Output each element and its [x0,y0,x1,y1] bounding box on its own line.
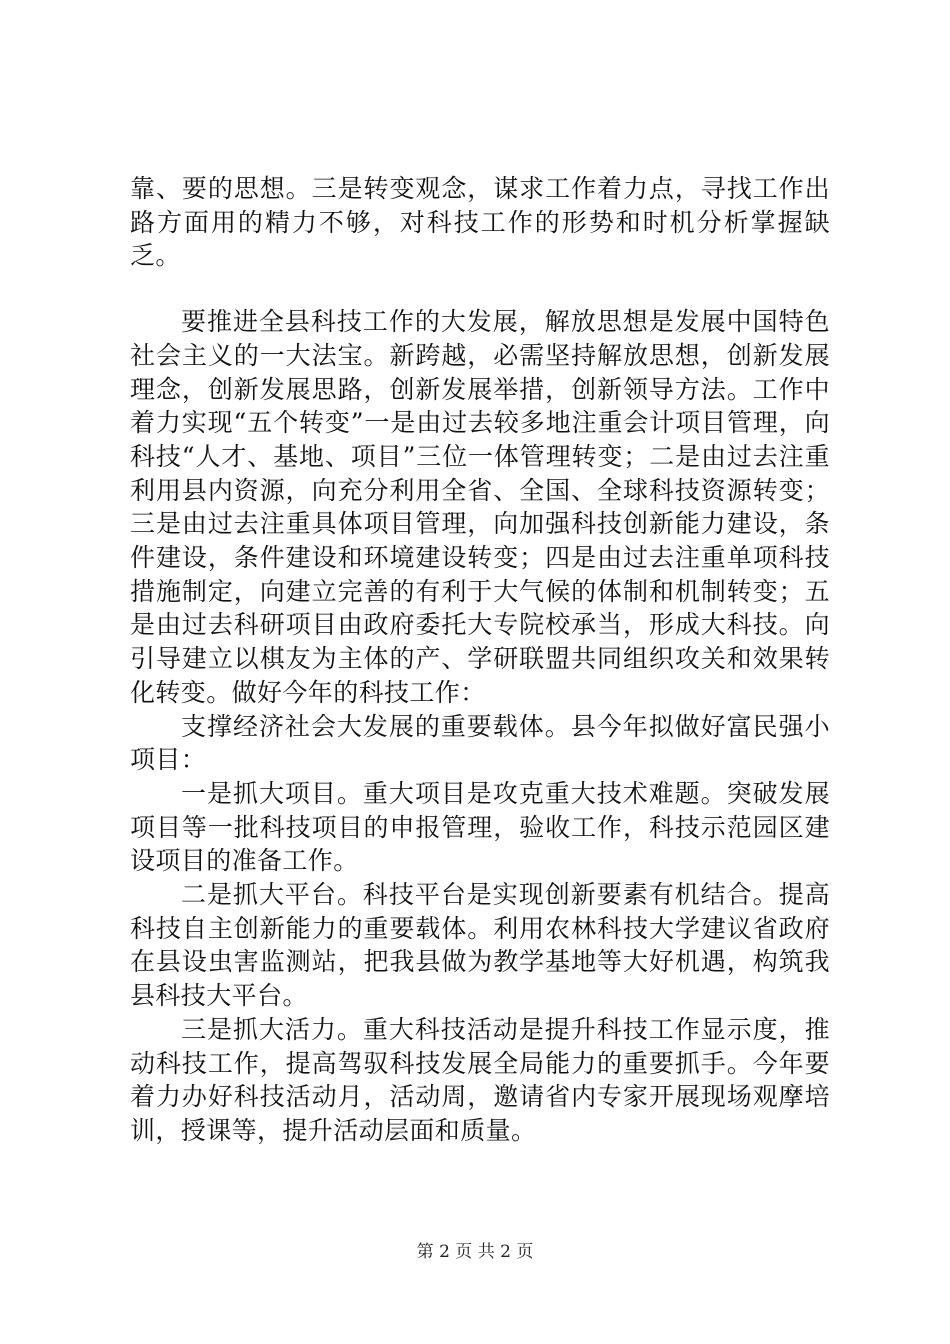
paragraph-support-carrier: 支撑经济社会大发展的重要载体。县今年拟做好富民强小项目： [130,711,830,775]
document-body [130,172,830,1148]
paragraph-continuation: 靠、要的思想。三是转变观念，谋求工作着力点，寻找工作出路方面用的精力不够，对科技工作的形势和时机分析掌握缺乏。 [130,174,830,271]
paragraph-five-transformations: 要推进全县科技工作的大发展，解放思想是发展中国特色社会主义的一大法宝。新跨越，必需坚持解放思想，创新发展理念，创新发展思路，创新发展举措，创新领导方法。工作中着力实现“五个转变”一是由过去较多地注重会计项目管理，向科技“人才、基地、项目”三位一体管理转变；二是由过去注重利用县内资源，向充分利用全省、全国、全球科技资源转变；三是由过去注重具体项目管理，向加强科技创新能力建设，条件建设，条件建设和环境建设转变；四是由过去注重单项科技措施制定，向建立完善的有利于大气候的体制和机制转变；五是由过去科研项目由政府委托大专院校承当，形成大科技。向引导建立以棋友为主体的产、学研联盟共同组织攻关和效果转化转变。做好今年的科技工作： [130,307,830,707]
paragraph-gap [130,273,830,305]
page-number-footer: 第 2 页 共 2 页 [416,1242,534,1262]
paragraph-big-platform: 二是抓大平台。科技平台是实现创新要素有机结合。提高科技自主创新能力的重要载体。利用农林科技大学建议省政府在县设虫害监测站，把我县做为教学基地等大好机遇，构筑我县科技大平台。 [130,880,830,1011]
paragraph-big-projects: 一是抓大项目。重大项目是攻克重大技术难题。突破发展项目等一批科技项目的申报管理，验收工作，科技示范园区建设项目的准备工作。 [130,778,830,876]
paragraph-big-vitality: 三是抓大活力。重大科技活动是提升科技工作显示度，推动科技工作，提高驾驭科技发展全局能力的重要抓手。今年要着力办好科技活动月，活动周，邀请省内专家开展现场观摩培训，授课等，提升活动层面和质量。 [130,1014,830,1145]
